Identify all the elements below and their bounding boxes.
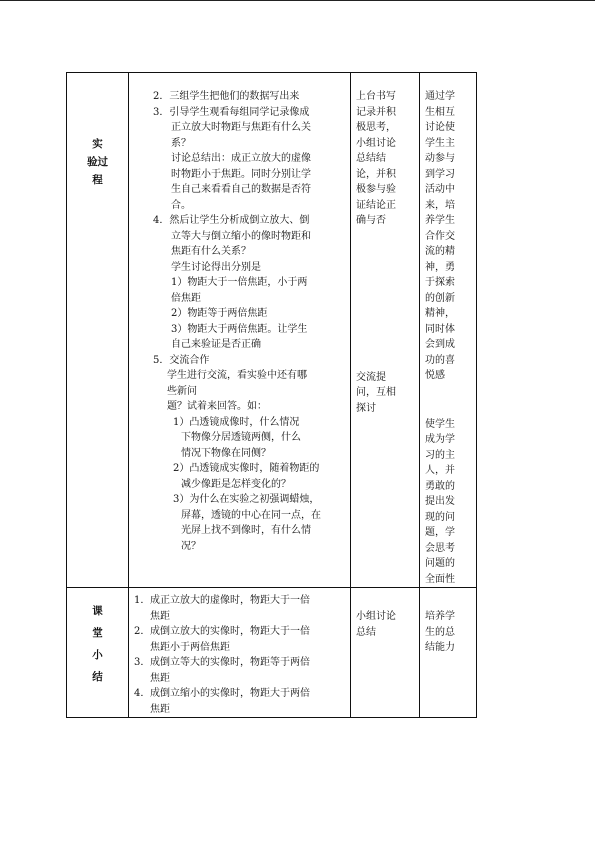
- process-line: 3．引导学生观看每组同学记录像成: [153, 106, 310, 118]
- process-line: 2）凸透镜成实像时，随着物距的: [173, 463, 320, 474]
- label-experiment-process: [67, 73, 129, 588]
- design-intent-line: 于探索: [425, 277, 455, 288]
- process-line: 正立放大时物距与焦距有什么关: [171, 122, 311, 133]
- student-activity-line: 确与否: [356, 215, 386, 226]
- design-intent-line: 提出发: [425, 496, 455, 507]
- process-line: 1）凸透镜成像时，什么情况: [173, 416, 300, 428]
- design-intent-line: 生相互: [425, 106, 455, 118]
- process-cell: [129, 73, 351, 588]
- process-line: 些新问: [167, 385, 197, 397]
- student-activity-line: 论，并积: [356, 168, 396, 180]
- process-line: 光屏上找不到像时，有什么情: [181, 525, 311, 536]
- process-line: 4．然后让学生分析成倒立放大、倒: [153, 215, 310, 226]
- summary-item-text: 成倒立放大的实像时，物距大于一倍: [150, 626, 310, 637]
- design-intent-line: 功的喜: [425, 354, 455, 366]
- student-activity-line: 记录并积: [356, 106, 396, 118]
- design-intent-line: 结能力: [425, 642, 455, 653]
- design-intent-line: 习的主: [425, 449, 455, 461]
- summary-item-number: 3．: [134, 657, 151, 668]
- process-line: 题？试着来回答。如：: [167, 401, 267, 412]
- process-line: 况？: [181, 540, 201, 552]
- design-intent-line: 全面性: [425, 573, 455, 585]
- summary-item-text: 成正立放大的虚像时，物距大于一倍: [150, 595, 310, 606]
- summary-item-text: 焦距小于两倍焦距: [150, 641, 230, 653]
- design-intent-line: 成为学: [425, 434, 455, 445]
- design-intent-line: 生的总: [425, 626, 455, 638]
- design-intent-cell: [420, 73, 477, 588]
- student-activity-line: 总结: [356, 626, 376, 638]
- process-line: 学生讨论得出分别是: [171, 261, 261, 273]
- design-intent-line: 合作交: [425, 230, 455, 242]
- design-intent-line: 使学生: [425, 418, 455, 430]
- summary-item-text: 焦距: [150, 703, 170, 715]
- section-label-line: 验过: [87, 156, 108, 168]
- process-line: 倍焦距: [171, 292, 201, 304]
- summary-item: [134, 593, 346, 624]
- design-intent-line: 精神，: [425, 308, 455, 319]
- design-intent-line: 神，勇: [425, 261, 455, 273]
- process-line: 时物距小于焦距。同时分别让学: [171, 168, 311, 180]
- summary-item-text: 成倒立缩小的实像时，物距大于两倍: [150, 688, 310, 699]
- design-intent-line: 的创新: [425, 292, 455, 304]
- section-label-line: 课: [92, 605, 103, 617]
- section-label-line: 小: [92, 649, 103, 661]
- process-line: 屏幕，透镜的中心在同一点，在: [181, 509, 321, 521]
- section-label-line: 程: [92, 174, 103, 186]
- student-activity-line: 总结结: [356, 153, 386, 164]
- summary-item: [134, 624, 346, 655]
- student-activity-line: 上台书写: [356, 91, 396, 102]
- design-intent-line: 培养学: [425, 611, 455, 622]
- design-intent-line: 人，并: [425, 465, 455, 476]
- summary-item-text: 焦距: [150, 610, 170, 622]
- process-line: 焦距有什么关系？: [171, 246, 251, 257]
- process-line: 3）物距大于两倍焦距。让学生: [171, 323, 308, 335]
- student-activity-line: 证结论正: [356, 199, 396, 211]
- design-intent-line: 勇敢的: [425, 480, 455, 492]
- student-activity-cell: [351, 73, 420, 588]
- student-activity-line: 问，互相: [356, 387, 396, 398]
- lesson-plan-table: [66, 72, 477, 718]
- summary-intent-cell: [420, 588, 477, 718]
- summary-student-cell: [351, 588, 420, 718]
- summary-item-text: 焦距: [150, 672, 170, 684]
- process-line: 讨论总结出：成正立放大的虚像: [171, 153, 311, 164]
- summary-item-number: 1．: [134, 595, 151, 606]
- design-intent-line: 题，学: [425, 527, 455, 538]
- summary-item-text: 成倒立等大的实像时，物距等于两倍: [150, 657, 310, 668]
- process-line: 2．三组学生把他们的数据写出来: [153, 91, 300, 102]
- design-intent-line: 讨论使: [425, 122, 455, 133]
- process-line: 生自己来看看自己的数据是否符: [171, 184, 311, 195]
- row-experiment-process: [67, 73, 477, 588]
- design-intent-line: 养学生: [425, 215, 455, 226]
- design-intent-line: 现的问: [425, 511, 455, 523]
- design-intent-line: 会到成: [425, 339, 455, 350]
- design-intent-line: 悦感: [425, 370, 445, 381]
- design-intent-line: 通过学: [425, 91, 455, 102]
- row-class-summary: [67, 588, 477, 718]
- summary-item-number: 4．: [134, 688, 151, 699]
- design-intent-line: 流的精: [425, 246, 455, 257]
- process-line: 1）物距大于一倍焦距，小于两: [171, 277, 308, 288]
- process-line: 立等大与倒立缩小的像时物距和: [171, 230, 311, 242]
- process-line: 5．交流合作: [153, 354, 210, 366]
- process-line: 下物像分居透镜两侧，什么: [181, 432, 301, 443]
- process-line: 情况下物像在同侧？: [181, 447, 271, 459]
- label-class-summary: [67, 588, 129, 718]
- design-intent-line: 学生主: [425, 137, 455, 149]
- process-line: 学生进行交流，看实验中还有哪: [167, 370, 307, 381]
- section-label-line: 实: [92, 138, 103, 150]
- design-intent-line: 活动中: [425, 184, 455, 195]
- student-activity-line: 极参与验: [356, 184, 396, 195]
- process-line: 3）为什么在实验之初强调蜡烛，: [173, 494, 320, 505]
- design-intent-line: 问题的: [425, 558, 455, 569]
- design-intent-line: 会思考: [425, 542, 455, 554]
- section-label-line: 堂: [92, 627, 103, 639]
- summary-item-number: 2．: [134, 626, 151, 637]
- process-line: 2）物距等于两倍焦距: [171, 308, 268, 319]
- page-top-rule: [0, 0, 595, 1]
- section-label-line: 结: [92, 671, 103, 683]
- design-intent-line: 同时体: [425, 323, 455, 335]
- process-line: 系？: [171, 137, 191, 149]
- process-line: 自己来验证是否正确: [171, 339, 261, 350]
- design-intent-line: 动参与: [425, 153, 455, 164]
- student-activity-line: 极思考，: [356, 122, 396, 133]
- student-activity-line: 小组讨论: [356, 611, 396, 622]
- summary-item: [134, 686, 346, 717]
- student-activity-line: 小组讨论: [356, 137, 396, 149]
- student-activity-line: 交流提: [356, 371, 386, 383]
- design-intent-line: 来，培: [425, 199, 455, 211]
- summary-cell: [129, 588, 351, 718]
- process-line: 合。: [171, 199, 191, 211]
- design-intent-line: 到学习: [425, 168, 455, 180]
- summary-item: [134, 655, 346, 686]
- student-activity-line: 探讨: [356, 402, 376, 414]
- process-line: 减少像距是怎样变化的？: [181, 478, 291, 490]
